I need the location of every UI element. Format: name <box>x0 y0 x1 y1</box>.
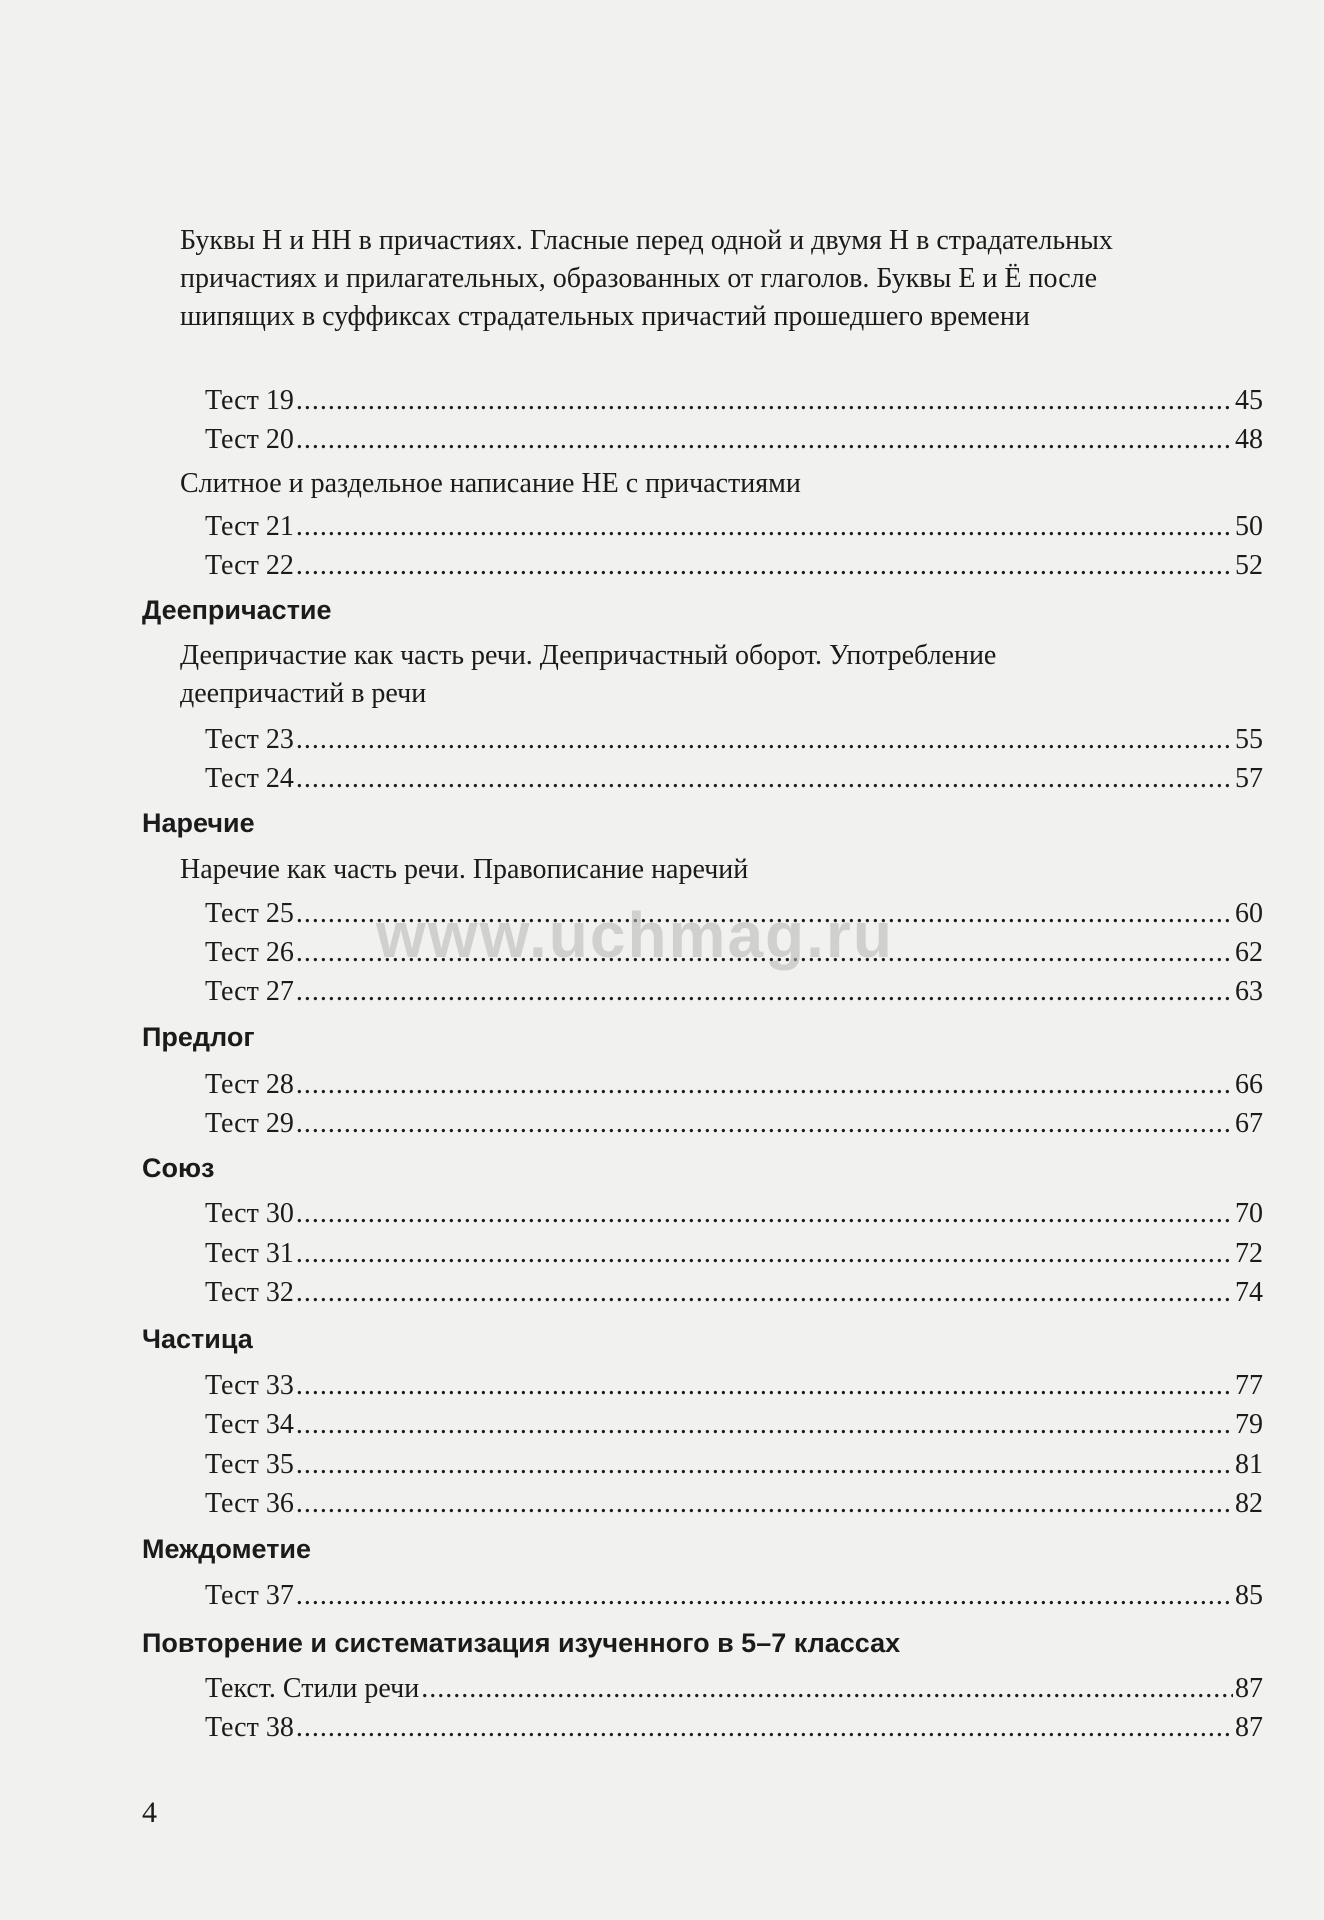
toc-entry <box>205 1408 1263 1442</box>
toc-entry <box>205 423 1263 457</box>
entry-page: 60 <box>1235 898 1263 929</box>
toc-entry <box>205 1197 1263 1231</box>
entry-label: Тест 38 <box>205 1712 294 1743</box>
dot-leader <box>296 1369 1233 1403</box>
dot-leader <box>296 1237 1233 1271</box>
entry-label: Тест 34 <box>205 1409 294 1440</box>
entry-page: 70 <box>1235 1198 1263 1229</box>
entry-label: Текст. Стили речи <box>205 1673 420 1704</box>
dot-leader <box>296 423 1233 457</box>
entry-label: Тест 35 <box>205 1449 294 1480</box>
toc-entry <box>205 510 1263 544</box>
toc-entry <box>205 1237 1263 1271</box>
subsection-title: Слитное и раздельное написание НЕ с причастиями <box>180 468 801 499</box>
subsection-title: Буквы Н и НН в причастиях. Гласные перед одной и двумя Н в страдательных причастиях и прилагательных, образованных от глаголов. Буквы Е и Ё после шипящих в суффиксах страдательных причастий прошедшего времени <box>180 225 1113 332</box>
section-heading: Повторение и систематизация изученного в 5–7 классах <box>142 1628 901 1658</box>
entry-page: 52 <box>1235 550 1263 581</box>
toc-entry <box>205 1579 1263 1613</box>
entry-page: 57 <box>1235 763 1263 794</box>
entry-page: 48 <box>1235 424 1263 455</box>
dot-leader <box>296 510 1233 544</box>
section-heading: Наречие <box>142 808 255 838</box>
entry-label: Тест 36 <box>205 1488 294 1519</box>
entry-page: 74 <box>1235 1277 1263 1308</box>
dot-leader <box>296 1448 1233 1482</box>
entry-label: Тест 29 <box>205 1108 294 1139</box>
entry-page: 87 <box>1235 1673 1263 1704</box>
entry-label: Тест 19 <box>205 385 294 416</box>
toc-entry <box>205 975 1263 1009</box>
entry-label: Тест 28 <box>205 1069 294 1100</box>
dot-leader <box>296 1579 1233 1613</box>
subsection-title: Деепричастие как часть речи. Деепричастный оборот. Употребление деепричастий в речи <box>180 640 997 709</box>
entry-page: 72 <box>1235 1238 1263 1269</box>
toc-entry <box>205 723 1263 757</box>
toc-entry <box>205 1369 1263 1403</box>
toc-entry <box>205 1276 1263 1310</box>
toc-entry <box>205 549 1263 583</box>
entry-page: 66 <box>1235 1069 1263 1100</box>
entry-label: Тест 25 <box>205 898 294 929</box>
toc-entry <box>205 1107 1263 1141</box>
entry-label: Тест 33 <box>205 1370 294 1401</box>
dot-leader <box>296 1276 1233 1310</box>
dot-leader <box>296 1711 1233 1745</box>
dot-leader <box>296 1107 1233 1141</box>
dot-leader <box>296 723 1233 757</box>
dot-leader <box>296 549 1233 583</box>
entry-label: Тест 27 <box>205 976 294 1007</box>
entry-label: Тест 22 <box>205 550 294 581</box>
entry-label: Тест 21 <box>205 511 294 542</box>
entry-label: Тест 30 <box>205 1198 294 1229</box>
entry-page: 79 <box>1235 1409 1263 1440</box>
entry-label: Тест 23 <box>205 724 294 755</box>
entry-page: 62 <box>1235 937 1263 968</box>
section-heading: Союз <box>142 1153 215 1183</box>
entry-page: 50 <box>1235 511 1263 542</box>
entry-label: Тест 31 <box>205 1238 294 1269</box>
toc-entry <box>205 384 1263 418</box>
entry-label: Тест 32 <box>205 1277 294 1308</box>
entry-page: 82 <box>1235 1488 1263 1519</box>
dot-leader <box>296 975 1233 1009</box>
section-heading: Деепричастие <box>142 595 332 625</box>
entry-page: 55 <box>1235 724 1263 755</box>
entry-page: 77 <box>1235 1370 1263 1401</box>
toc-entry <box>205 762 1263 796</box>
toc-entry <box>205 1711 1263 1745</box>
toc-entry <box>205 1068 1263 1102</box>
watermark: www.uchmag.ru <box>376 899 894 971</box>
entry-label: Тест 37 <box>205 1580 294 1611</box>
section-heading: Предлог <box>142 1022 255 1052</box>
subsection-title: Наречие как часть речи. Правописание наречий <box>180 854 749 885</box>
entry-label: Тест 20 <box>205 424 294 455</box>
page-number: 4 <box>142 1796 157 1829</box>
dot-leader <box>296 1487 1233 1521</box>
toc-entry <box>205 1448 1263 1482</box>
toc-entry <box>205 1487 1263 1521</box>
entry-label: Тест 24 <box>205 763 294 794</box>
dot-leader <box>296 1408 1233 1442</box>
dot-leader <box>296 762 1233 796</box>
entry-label: Тест 26 <box>205 937 294 968</box>
section-heading: Междометие <box>142 1534 312 1564</box>
entry-page: 45 <box>1235 385 1263 416</box>
entry-page: 87 <box>1235 1712 1263 1743</box>
entry-page: 63 <box>1235 976 1263 1007</box>
dot-leader <box>296 384 1233 418</box>
dot-leader <box>296 1197 1233 1231</box>
dot-leader <box>421 1672 1233 1706</box>
entry-page: 81 <box>1235 1449 1263 1480</box>
dot-leader <box>296 1068 1233 1102</box>
entry-page: 67 <box>1235 1108 1263 1139</box>
section-heading: Частица <box>142 1324 253 1354</box>
entry-page: 85 <box>1235 1580 1263 1611</box>
toc-entry <box>205 1672 1263 1706</box>
